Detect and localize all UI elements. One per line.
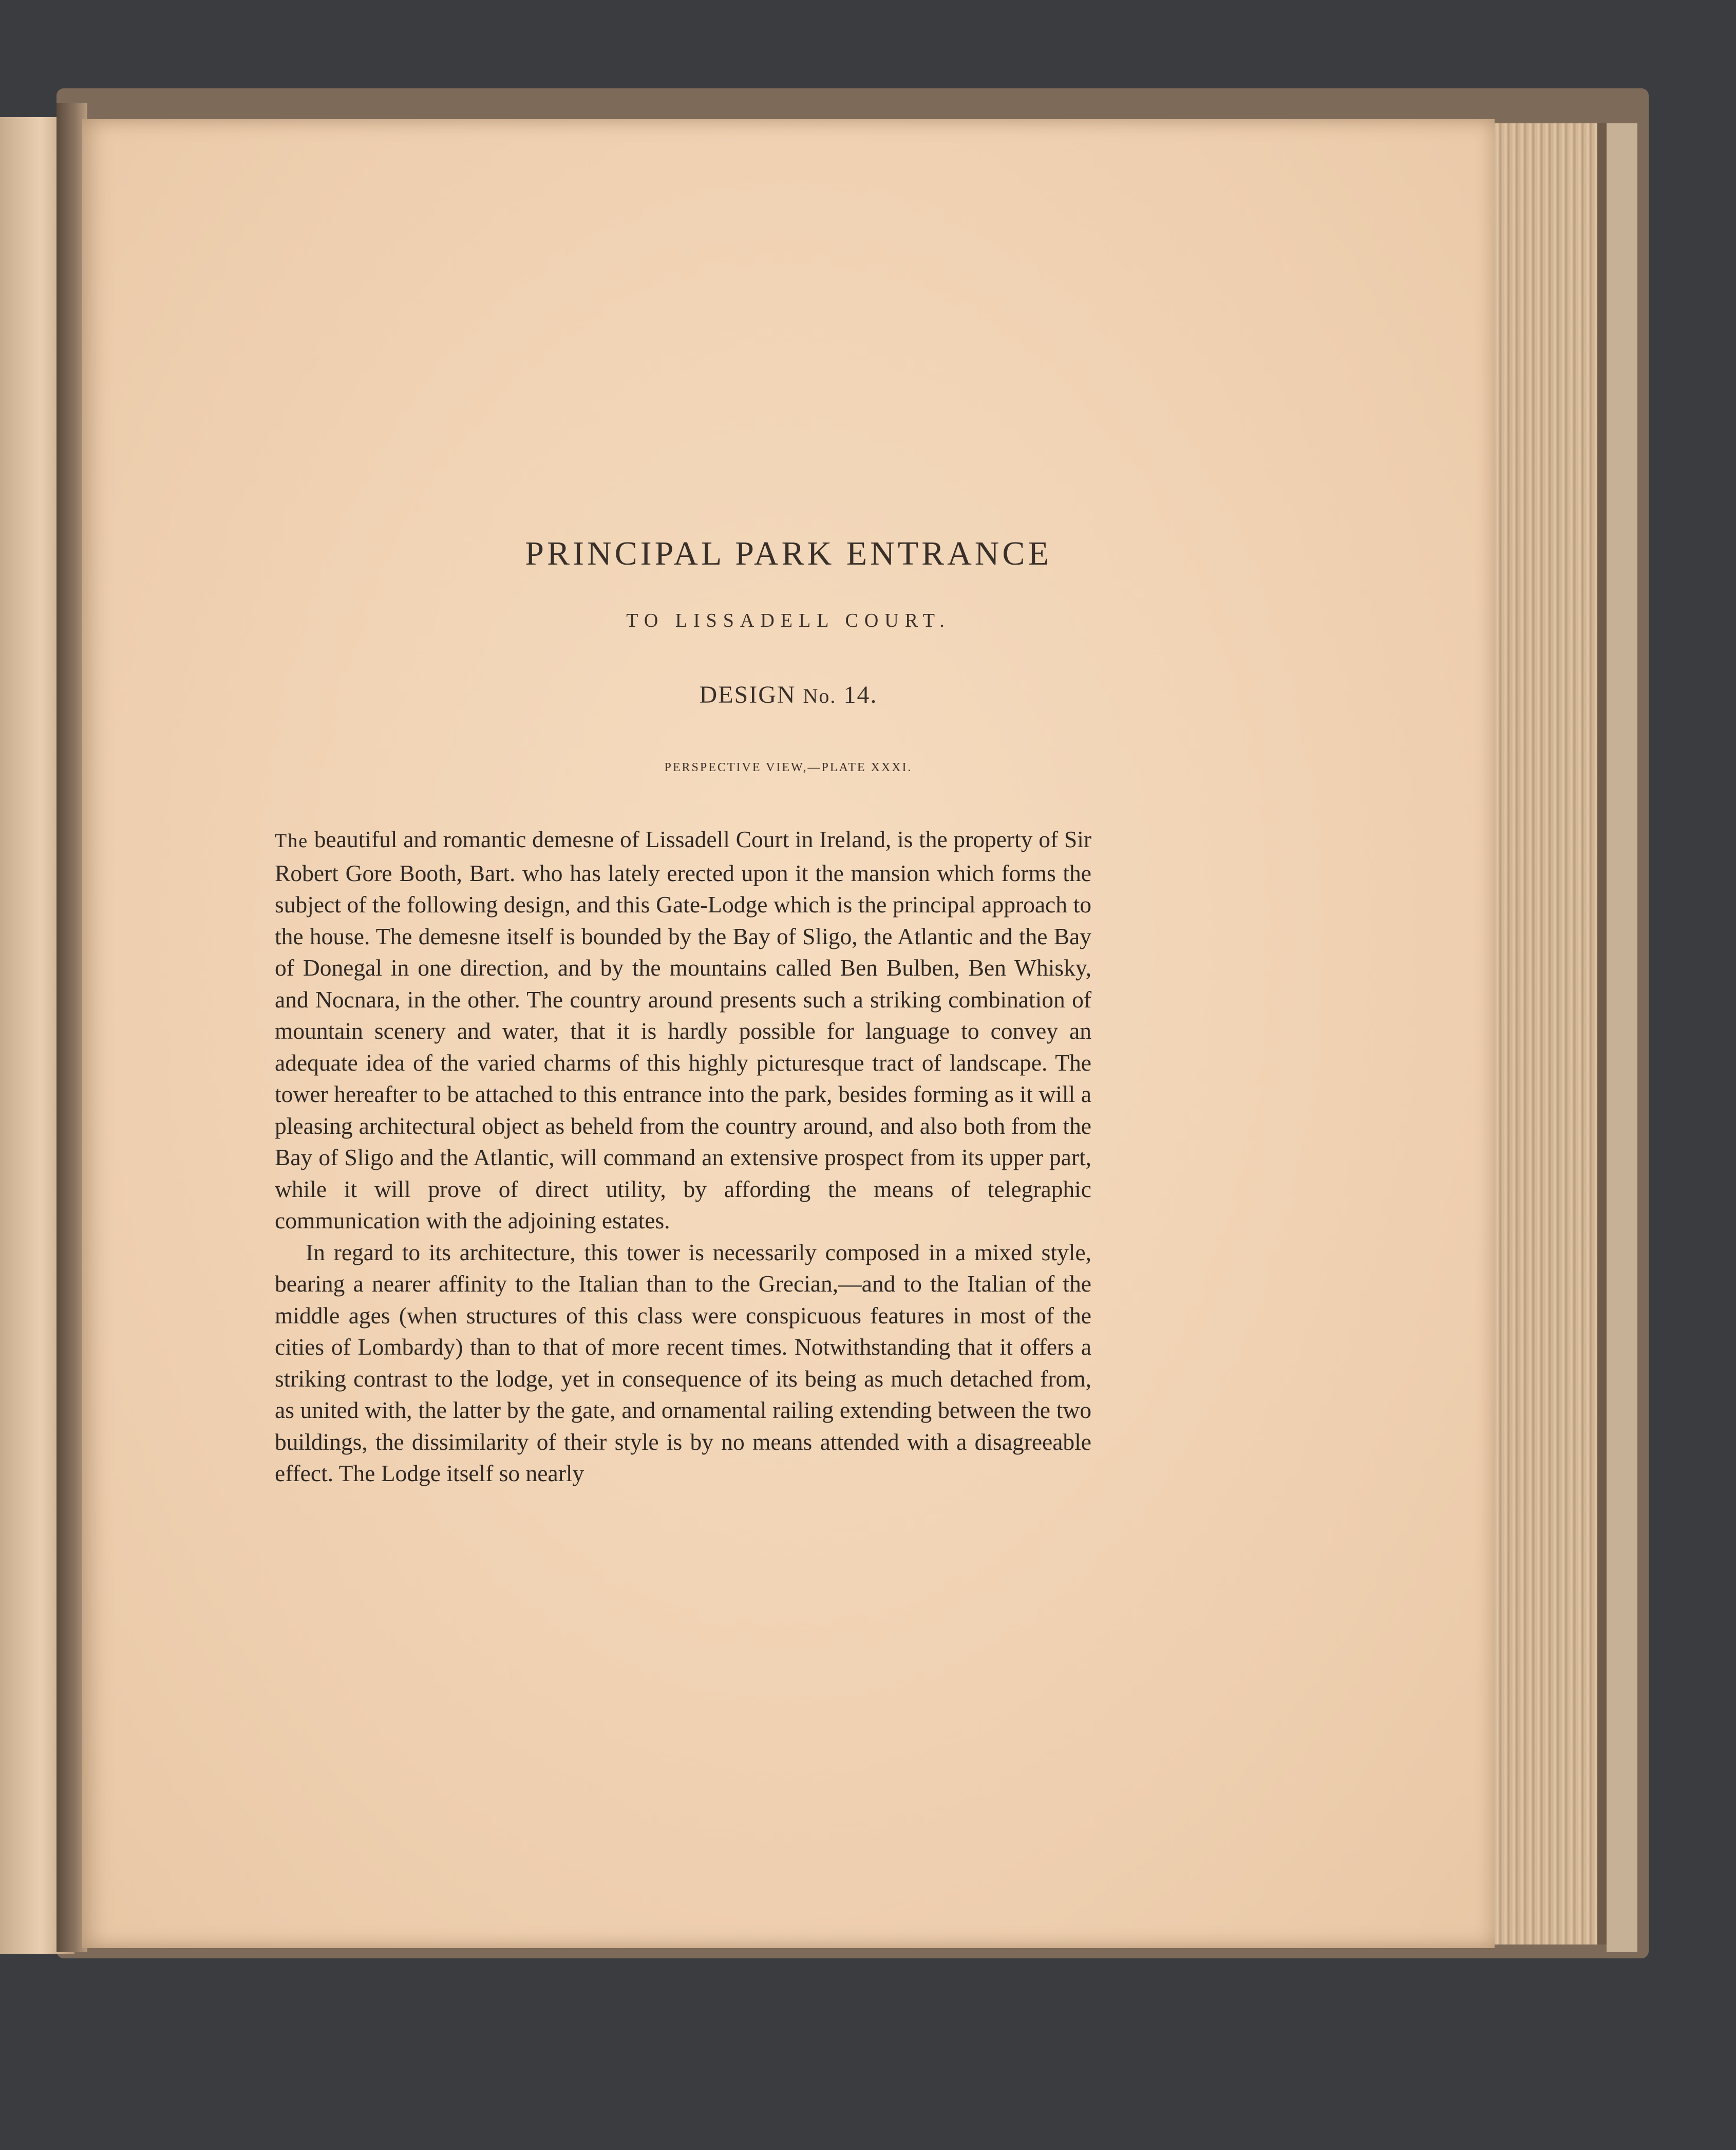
paragraph-1-text: beautiful and romantic demesne of Lissadell Court in Ireland, is the property of Sir Robert Gore Booth, Bart. who has lately erected upon it the mansion which forms the subject of the following design, and this Gate-Lodge which is the principal approach to the house. The demesne itself is bounded by the Bay of Sligo, the Atlantic and the Bay of Donegal in one direction, and by the mountains called Ben Bulben, Ben Whisky, and Nocnara, in the other. The country around presents such a striking combination of mountain scenery and water, that it is hardly possible for language to convey an adequate idea of the varied charms of this highly picturesque tract of landscape. The tower hereafter to be attached to this entrance into the park, besides forming as it will a pleasing architectural object as beheld from the country around, and also both from the Bay of Sligo and the Atlantic, will command an extensive prospect from its upper part, while it will prove of direct utility, by affording the means of telegraphic communication with the adjoining estates.	[275, 826, 1091, 1233]
paragraph-2: In regard to its architecture, this tower is necessarily composed in a mixed style, bearing a nearer affinity to the Italian than to the Grecian,—and to the Italian of the middle ages (when structures of this class were conspicuous features in most of the cities of Lombardy) than to that of more recent times. Notwithstanding that it offers a striking contrast to the lodge, yet in consequence of its being as much detached from, as united with, the latter by the gate, and ornamental railing extending between the two buildings, the dissimilarity of their style is by no means attended with a disagreeable effect. The Lodge itself so nearly	[275, 1239, 1091, 1486]
paragraph-1	[275, 824, 1091, 1237]
plate-reference: PERSPECTIVE VIEW,—PLATE XXXI.	[664, 761, 913, 774]
body-text	[275, 824, 1091, 1489]
page-subtitle: TO LISSADELL COURT.	[626, 610, 951, 631]
design-label: DESIGN	[699, 681, 803, 708]
page-title: PRINCIPAL PARK ENTRANCE	[525, 535, 1052, 572]
design-number	[82, 681, 1495, 709]
back-board-edge	[1607, 123, 1637, 1952]
design-no-abbrev: No.	[803, 684, 837, 707]
design-number-value: 14.	[836, 681, 878, 708]
paragraph-1-lead: The	[275, 830, 309, 852]
page-block-edges	[1495, 123, 1607, 1945]
